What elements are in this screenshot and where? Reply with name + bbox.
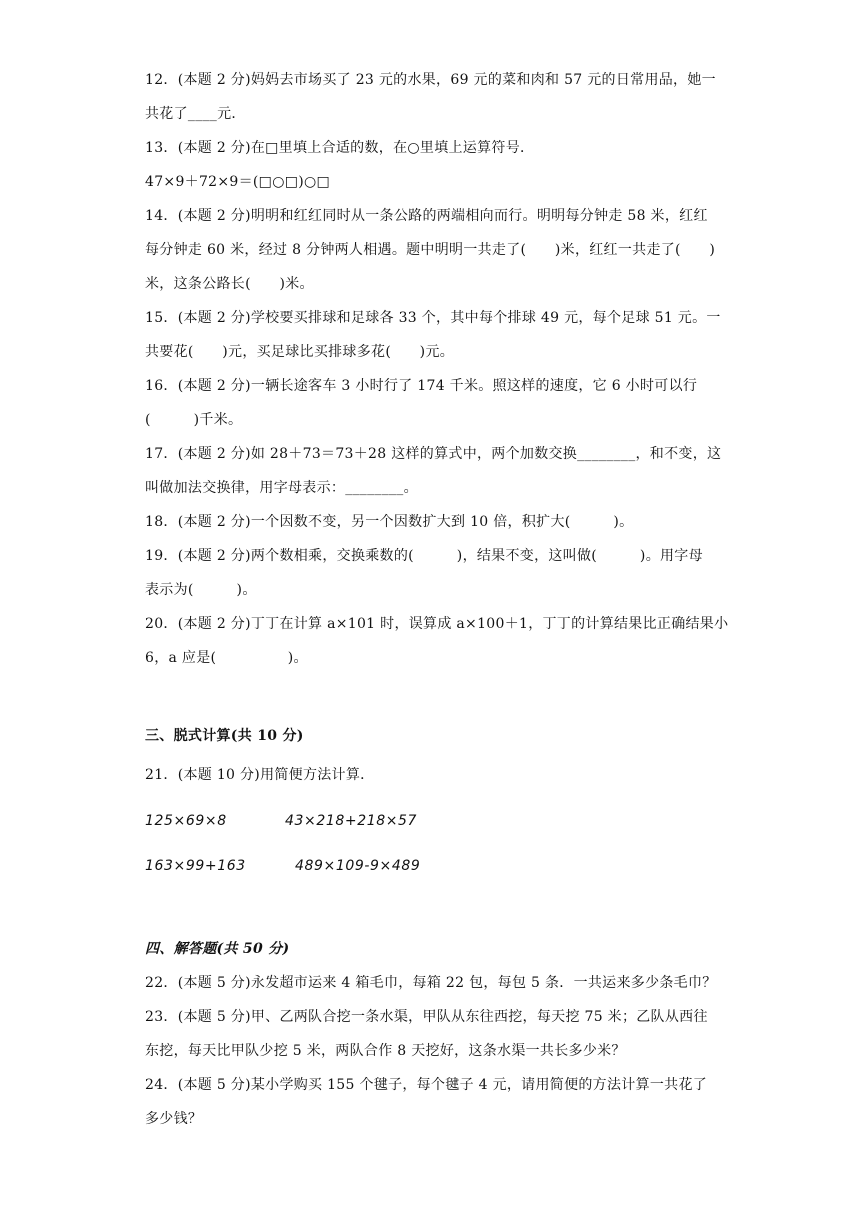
q12-line-2: 共花了____元． <box>145 106 246 122</box>
q15-line-2: 共要花( )元，买足球比买排球多花( )元。 <box>145 344 455 360</box>
q14-line-2: 每分钟走 60 米，经过 8 分钟两人相遇。题中明明一共走了( )米，红红一共走了( ) <box>145 242 716 258</box>
q21-expression-2: 43×218+218×57 <box>285 813 418 829</box>
q19-line-2: 表示为( )。 <box>145 582 257 598</box>
q21-prefix: 21．(本题 10 分) <box>145 767 261 783</box>
q17-line-1: 17．(本题 2 分)如 28＋73＝73＋28 这样的算式中，两个加数交换________，和不变，这 <box>145 446 722 462</box>
q21-row-1 <box>145 811 417 831</box>
q21-expression-4: 489×109-9×489 <box>295 858 421 874</box>
q24-line-2: 多少钱？ <box>145 1111 203 1127</box>
q20-line-2: 6，a 应是( )。 <box>145 650 308 666</box>
q23-line-2: 东挖，每天比甲队少挖 5 米，两队合作 8 天挖好，这条水渠一共长多少米？ <box>145 1043 626 1059</box>
q21-instruction: 用简便方法计算 <box>260 767 361 783</box>
q13-line-2: 47×9＋72×9＝(□○□)○□ <box>145 174 331 190</box>
q14-line-1: 14．(本题 2 分)明明和红红同时从一条公路的两端相向而行。明明每分钟走 58 米，红红 <box>145 208 708 224</box>
section-3-title: 三、脱式计算(共 10 分) <box>145 728 304 744</box>
q20-line-1: 20．(本题 2 分)丁丁在计算 a×101 时，误算成 a×100＋1，丁丁的计算结果比正确结果小 <box>145 616 729 632</box>
q18-line-1: 18．(本题 2 分)一个因数不变，另一个因数扩大到 10 倍，积扩大( )。 <box>145 514 634 530</box>
q12-line-1: 12．(本题 2 分)妈妈去市场买了 23 元的水果，69 元的菜和肉和 57 元的日常用品，她一 <box>145 72 716 88</box>
q17-line-2: 叫做加法交换律，用字母表示：________。 <box>145 480 418 496</box>
q21-expression-3: 163×99+163 <box>145 858 246 874</box>
q15-line-1: 15．(本题 2 分)学校要买排球和足球各 33 个，其中每个排球 49 元，每个足球 51 元。一 <box>145 310 721 326</box>
q13-line-1: 13．(本题 2 分)在□里填上合适的数，在○里填上运算符号． <box>145 140 535 156</box>
q22-line-1: 22．(本题 5 分)永发超市运来 4 箱毛巾，每箱 22 包，每包 5 条．一共运来多少条毛巾？ <box>145 975 717 991</box>
q24-line-1: 24．(本题 5 分)某小学购买 155 个毽子，每个毽子 4 元，请用简便的方法计算一共花了 <box>145 1077 708 1093</box>
q21-row-2 <box>145 856 420 876</box>
q14-line-3: 米，这条公路长( )米。 <box>145 276 314 292</box>
q23-line-1: 23．(本题 5 分)甲、乙两队合挖一条水渠，甲队从东往西挖，每天挖 75 米；乙队从西往 <box>145 1009 708 1025</box>
section-4-title: 四、解答题(共 50 分) <box>145 941 290 957</box>
q21-suffix: ． <box>360 767 375 783</box>
q21-expression-1: 125×69×8 <box>145 813 227 829</box>
q19-line-1: 19．(本题 2 分)两个数相乘，交换乘数的( )，结果不变，这叫做( )。用字母 <box>145 548 703 564</box>
q16-line-1: 16．(本题 2 分)一辆长途客车 3 小时行了 174 千米。照这样的速度，它 6 小时可以行 <box>145 378 698 394</box>
q21-line-1 <box>145 765 374 785</box>
q16-line-2: ( )千米。 <box>145 412 243 428</box>
